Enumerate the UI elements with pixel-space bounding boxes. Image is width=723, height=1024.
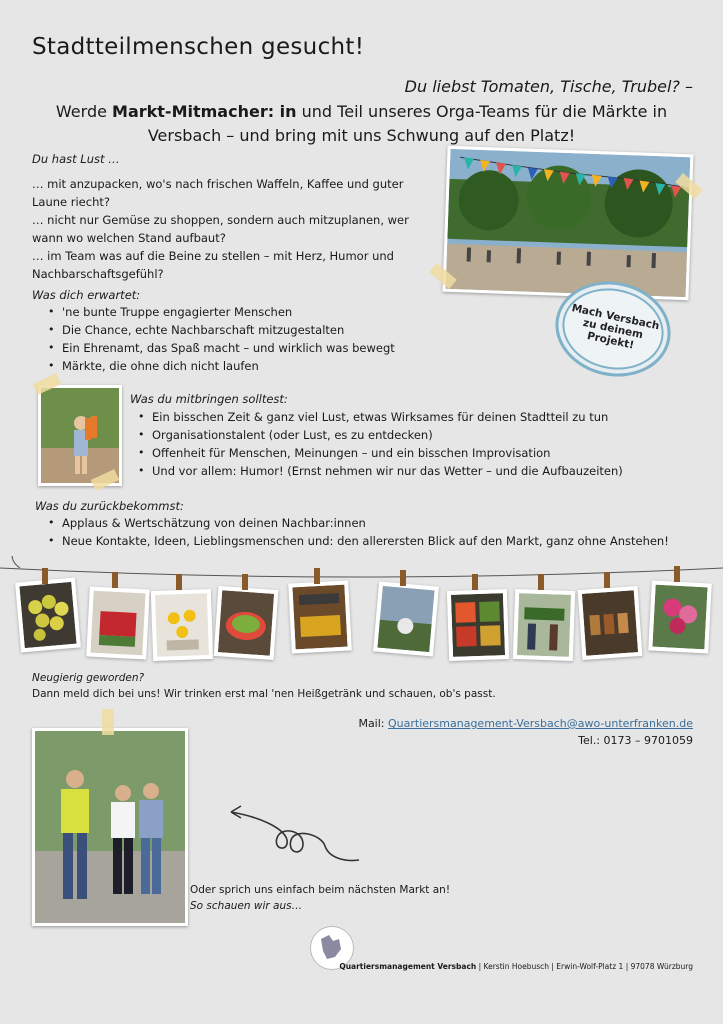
team-image <box>35 731 185 923</box>
mitbringen-list <box>132 408 712 480</box>
list-item: • Ein Ehrenamt, das Spaß macht – und wirklich was bewegt <box>62 339 482 357</box>
strawberries-image <box>90 591 145 656</box>
page-title: Stadtteilmenschen gesucht! <box>32 34 365 60</box>
stamp-text: Mach Versbach zu deinem Projekt! <box>570 302 661 352</box>
clothespin-icon <box>112 572 118 588</box>
lust-line: … im Team was auf die Beine zu stellen – mit Herz, Humor und <box>32 249 394 263</box>
clothespin-icon <box>400 570 406 586</box>
team-photo <box>32 728 188 926</box>
stand-people-image <box>517 593 571 657</box>
clothespin-icon <box>674 566 680 582</box>
list-item: • 'ne bunte Truppe engagierter Menschen <box>62 303 482 321</box>
lust-text <box>32 175 432 283</box>
clothespin-icon <box>176 574 182 590</box>
clothespin-icon <box>604 572 610 588</box>
hanging-photo <box>373 582 439 657</box>
footer-address <box>339 962 693 971</box>
market-photo <box>443 146 694 300</box>
tagline-bold: Markt-Mitmacher: in <box>112 102 297 121</box>
list-item: • Und vor allem: Humor! (Ernst nehmen wir nur das Wetter – und die Aufbauzeiten) <box>152 462 712 480</box>
child-carrots-image <box>41 388 119 483</box>
tape-decoration <box>102 709 114 735</box>
contact-text: Dann meld dich bei uns! Wir trinken erst mal 'nen Heißgetränk und schauen, ob's passt. <box>32 688 496 700</box>
hanging-photo <box>86 586 150 659</box>
hanging-photo <box>447 589 509 661</box>
list-item: • Offenheit für Menschen, Meinungen – und ein bisschen Improvisation <box>152 444 712 462</box>
tagline-pre: Werde <box>55 102 113 121</box>
clothespin-icon <box>42 568 48 584</box>
hanging-photo <box>513 589 575 661</box>
salad-bowl-image <box>218 590 274 655</box>
mail-label: Mail: <box>358 717 388 730</box>
list-item: • Ein bisschen Zeit & ganz viel Lust, etwas Wirksames für deinen Stadtteil zu tun <box>152 408 712 426</box>
hanging-photo <box>15 578 81 653</box>
mitbringen-heading: Was du mitbringen solltest: <box>130 392 288 406</box>
list-item: • Applaus & Wertschätzung von deinen Nachbar:innen <box>62 514 722 532</box>
washing-line <box>0 556 723 586</box>
looks-line: So schauen wir aus… <box>190 900 303 912</box>
hanging-photo <box>648 580 712 653</box>
clothespin-icon <box>472 574 478 590</box>
lust-line: wann wo welchen Stand aufbaut? <box>32 231 226 245</box>
lust-line: Nachbarschaftsgefühl? <box>32 267 164 281</box>
contact-heading: Neugierig geworden? <box>32 672 145 684</box>
mail-link[interactable]: Quartiersmanagement-Versbach@awo-unterfranken.de <box>388 717 693 730</box>
list-item: • Organisationstalent (oder Lust, es zu entdecken) <box>152 426 712 444</box>
vegetables-image <box>451 593 505 657</box>
flowers-image <box>155 593 209 657</box>
tagline-post: und Teil unseres Orga-Teams für die Märkte in <box>296 102 668 121</box>
zurueck-list <box>42 514 722 550</box>
phone-number: Tel.: 0173 – 9701059 <box>578 734 693 747</box>
list-item: • Märkte, die ohne dich nicht laufen <box>62 357 482 375</box>
list-item: • Die Chance, echte Nachbarschaft mitzugestalten <box>62 321 482 339</box>
lust-heading: Du hast Lust … <box>32 152 120 166</box>
zurueck-heading: Was du zurückbekommst: <box>35 499 184 513</box>
market-stall-image <box>292 585 347 650</box>
mail-row <box>358 717 693 730</box>
jars-image <box>582 590 638 655</box>
clothespin-icon <box>242 574 248 590</box>
bouquet-image <box>652 585 707 650</box>
apples-image <box>19 582 76 648</box>
hanging-photo <box>151 589 213 661</box>
hanging-photo <box>578 586 643 660</box>
erwartet-list <box>42 303 482 375</box>
tagline-question: Du liebst Tomaten, Tische, Trubel? – <box>404 77 693 96</box>
list-item: • Neue Kontakte, Ideen, Lieblingsmenschen und: den allerersten Blick auf den Markt, ganz ohne Anstehen! <box>62 532 722 550</box>
lust-line: Laune riecht? <box>32 195 110 209</box>
footer-org: Quartiersmanagement Versbach <box>339 962 477 971</box>
tagline-line3: Versbach – und bring mit uns Schwung auf den Platz! <box>147 126 576 145</box>
hanging-photo <box>214 586 279 660</box>
curly-arrow-icon <box>225 800 365 870</box>
erwartet-heading: Was dich erwartet: <box>32 288 141 302</box>
footer-details: | Kerstin Hoebusch | Erwin-Wolf-Platz 1 | 97078 Würzburg <box>476 962 693 971</box>
hanging-photo <box>288 580 352 653</box>
tagline-main <box>20 100 703 148</box>
market-crowd-image <box>446 149 691 297</box>
crafts-image <box>377 586 434 652</box>
lust-line: … nicht nur Gemüse zu shoppen, sondern auch mitzuplanen, wer <box>32 213 409 227</box>
clothespin-icon <box>314 568 320 584</box>
lust-line: … mit anzupacken, wo's nach frischen Waffeln, Kaffee und guter <box>32 177 404 191</box>
markt-line: Oder sprich uns einfach beim nächsten Markt an! <box>190 884 451 896</box>
clothespin-icon <box>538 574 544 590</box>
